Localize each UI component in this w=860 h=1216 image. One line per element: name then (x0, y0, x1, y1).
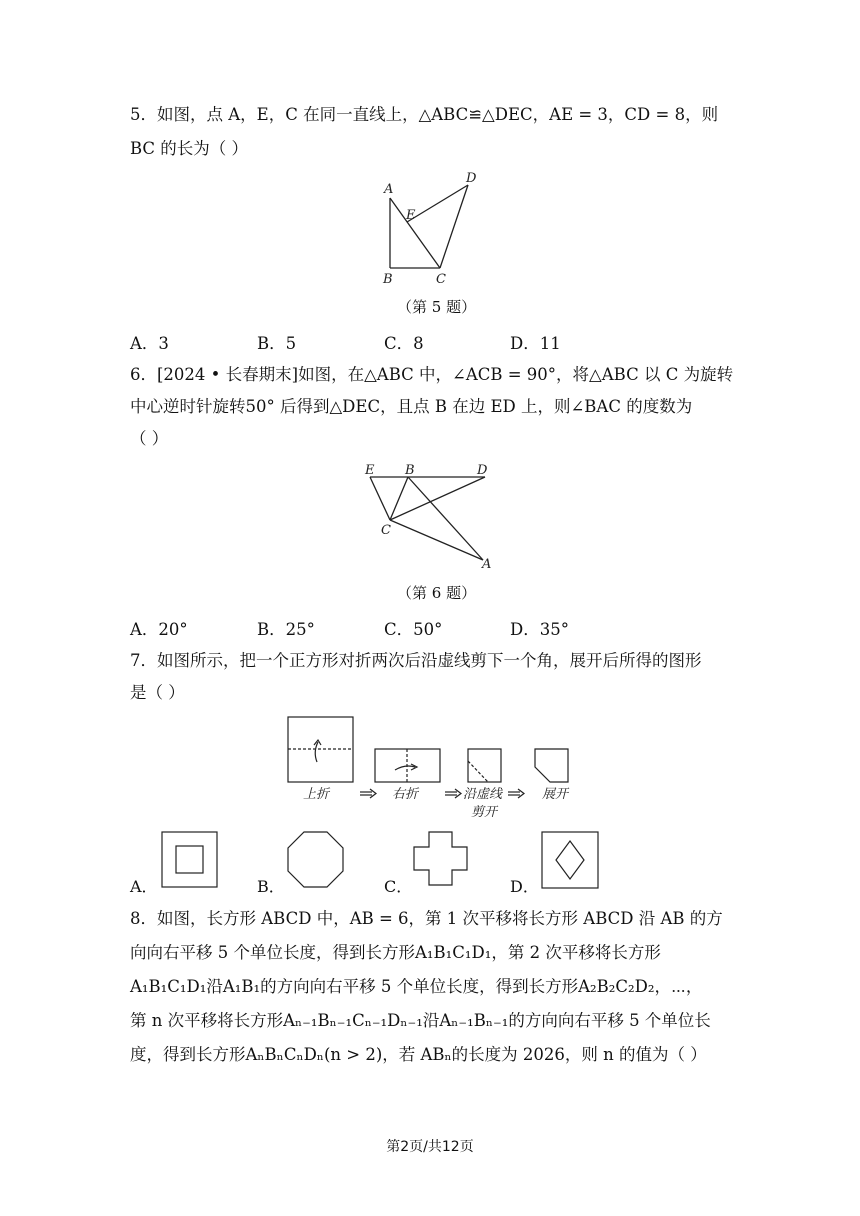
q5-label-a: A (384, 182, 394, 197)
page-footer: 第2页/共12页 (386, 1139, 474, 1155)
q7-step-fold-up: 上折 (303, 787, 330, 802)
q7-text-line1: 7．如图所示，把一个正方形对折两次后沿虚线剪下一个角，展开后所得的图形 (130, 651, 702, 670)
q8-text-line4: 第 n 次平移将长方形Aₙ₋₁Bₙ₋₁Cₙ₋₁Dₙ₋₁沿Aₙ₋₁Bₙ₋₁的方向向右平移 5 个单位长 (130, 1011, 711, 1030)
q5-caption: （第 5 题） (397, 298, 477, 316)
q7-option-a-figure (160, 830, 220, 890)
q7-option-a-label: A． (130, 877, 158, 896)
q7-fold-diagram (280, 712, 590, 822)
q6-figure (360, 460, 500, 575)
q6-label-b: B (405, 463, 415, 478)
q7-step-unfold: 展开 (542, 787, 569, 802)
q6-label-e: E (365, 463, 375, 478)
q6-label-d: D (477, 463, 488, 478)
q5-figure (360, 165, 500, 290)
q6-text-line2: 中心逆时针旋转50° 后得到△DEC，且点 B 在边 ED 上，则∠BAC 的度数为 (130, 397, 693, 416)
q6-text-line1: 6．[2024 • 长春期末]如图，在△ABC 中，∠ACB = 90°，将△ABC 以 C 为旋转 (130, 365, 734, 384)
q6-caption: （第 6 题） (397, 584, 477, 602)
q7-option-c-figure (412, 830, 472, 890)
q7-option-b-label: B． (257, 877, 285, 896)
q6-text-line3: （ ） (130, 429, 169, 448)
q7-step-fold-right: 右折 (392, 787, 419, 802)
q5-option-d: D．11 (510, 334, 561, 353)
q5-text-line1: 5．如图，点 A，E，C 在同一直线上，△ABC≌△DEC，AE = 3，CD = 8，则 (130, 105, 719, 124)
q6-label-a: A (482, 557, 492, 572)
q6-option-a: A．20° (130, 620, 188, 639)
q6-option-b: B．25° (257, 620, 315, 639)
q5-label-c: C (436, 272, 446, 287)
q8-text-line5: 度，得到长方形AₙBₙCₙDₙ(n > 2)，若 ABₙ的长度为 2026，则 n 的值为（ ） (130, 1045, 707, 1064)
q5-label-d: D (466, 171, 477, 186)
q5-option-c: C．8 (384, 334, 424, 353)
q7-option-d-label: D． (510, 877, 539, 896)
q7-step-cut-line1: 沿虚线 (463, 787, 503, 802)
q5-option-a: A．3 (130, 334, 169, 353)
q5-label-e: E (406, 208, 416, 223)
q8-text-line1: 8．如图，长方形 ABCD 中，AB = 6，第 1 次平移将长方形 ABCD 沿 AB 的方 (130, 909, 723, 928)
q5-option-b: B．5 (257, 334, 297, 353)
q8-text-line2: 向向右平移 5 个单位长度，得到长方形A₁B₁C₁D₁，第 2 次平移将长方形 (130, 943, 661, 962)
q6-option-c: C．50° (384, 620, 443, 639)
q7-text-line2: 是（ ） (130, 683, 185, 702)
q7-option-c-label: C． (384, 877, 413, 896)
q7-option-b-figure (286, 830, 346, 890)
q5-text-line2: BC 的长为（ ） (130, 139, 249, 158)
q7-option-d-figure (540, 830, 602, 890)
q8-text-line3: A₁B₁C₁D₁沿A₁B₁的方向向右平移 5 个单位长度，得到长方形A₂B₂C₂D₂，⋯， (130, 977, 703, 996)
q5-label-b: B (383, 272, 393, 287)
q6-option-d: D．35° (510, 620, 569, 639)
q7-step-cut-line2: 剪开 (471, 805, 498, 820)
q6-label-c: C (381, 523, 391, 538)
